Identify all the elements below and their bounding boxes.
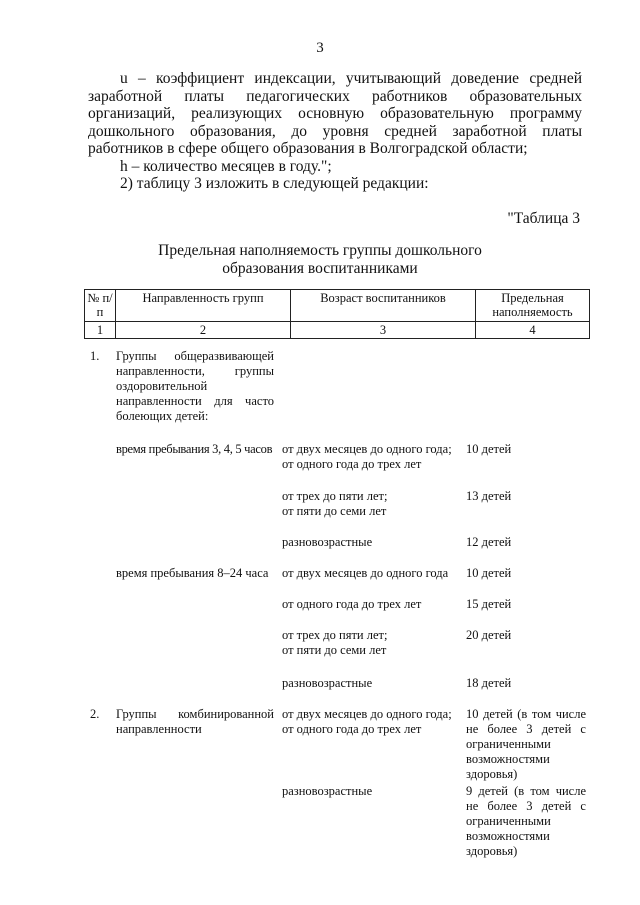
limit-value: 10 детей: [466, 566, 512, 580]
row-number: 2.: [90, 707, 100, 721]
limit-value: 15 детей: [466, 597, 512, 611]
intro-line: дошкольного образования, до уровня средней заработной платы: [88, 122, 582, 140]
limit-value: 13 детей: [466, 489, 512, 503]
intro-line: работников в сфере общего образования в Волгоградской области;: [88, 140, 528, 157]
header-direction: Направленность групп: [116, 290, 291, 322]
limit-value: 10 детей: [466, 442, 512, 456]
age-group: разновозрастные: [282, 676, 373, 690]
age-group: разновозрастные: [282, 784, 373, 798]
age-group: разновозрастные: [282, 535, 373, 549]
stay-duration: время пребывания 3, 4, 5 часов: [116, 442, 273, 456]
intro-line: h – количество месяцев в году.";: [120, 157, 332, 175]
age-group: от двух месяцев до одного года; от одного года до трех лет: [282, 707, 452, 736]
intro-line: 2) таблицу 3 изложить в следующей редакции:: [120, 175, 429, 192]
table-title: [0, 242, 640, 278]
index-cell: 2: [116, 322, 291, 339]
age-group: от трех до пяти лет; от пяти до семи лет: [282, 628, 388, 657]
header-num: № п/п: [85, 290, 116, 322]
table-title-line: Предельная наполняемость группы дошкольного: [158, 242, 482, 259]
age-group: от двух месяцев до одного года; от одного года до трех лет: [282, 442, 452, 471]
index-cell: 4: [476, 322, 590, 339]
index-cell: 3: [291, 322, 476, 339]
age-group: от одного года до трех лет: [282, 597, 422, 611]
age-group: от двух месяцев до одного года: [282, 566, 449, 580]
table-label: "Таблица 3: [507, 210, 580, 227]
limit-value: 9 детей (в том числе не более 3 детей с ограниченными возможностями здоровья): [466, 784, 586, 858]
limit-value: 12 детей: [466, 535, 512, 549]
page-number: 3: [316, 40, 324, 56]
header-limit: Предельная наполняемость: [476, 290, 590, 322]
index-cell: 1: [85, 322, 116, 339]
limit-value: 10 детей (в том числе не более 3 детей с ограниченными возможностями здоровья): [466, 707, 586, 781]
limit-value: 18 детей: [466, 676, 512, 690]
table-header: [84, 289, 590, 339]
intro-line: заработной платы педагогических работников образовательных: [88, 87, 582, 105]
row-number: 1.: [90, 349, 100, 363]
intro-line: u – коэффициент индексации, учитывающий доведение средней: [120, 70, 582, 87]
row-description: Группы комбинированной направленности: [116, 707, 274, 736]
intro-line: организаций, реализующих основную образовательную программу: [88, 105, 582, 122]
intro-paragraph: [88, 70, 582, 193]
header-age: Возраст воспитанников: [291, 290, 476, 322]
row-description: Группы общеразвивающей направленности, группы оздоровительной направленности для часто болеющих детей:: [116, 349, 274, 423]
table-title-line: образования воспитанниками: [222, 260, 418, 277]
limit-value: 20 детей: [466, 628, 512, 642]
age-group: от трех до пяти лет; от пяти до семи лет: [282, 489, 388, 518]
stay-duration: время пребывания 8–24 часа: [116, 566, 269, 580]
